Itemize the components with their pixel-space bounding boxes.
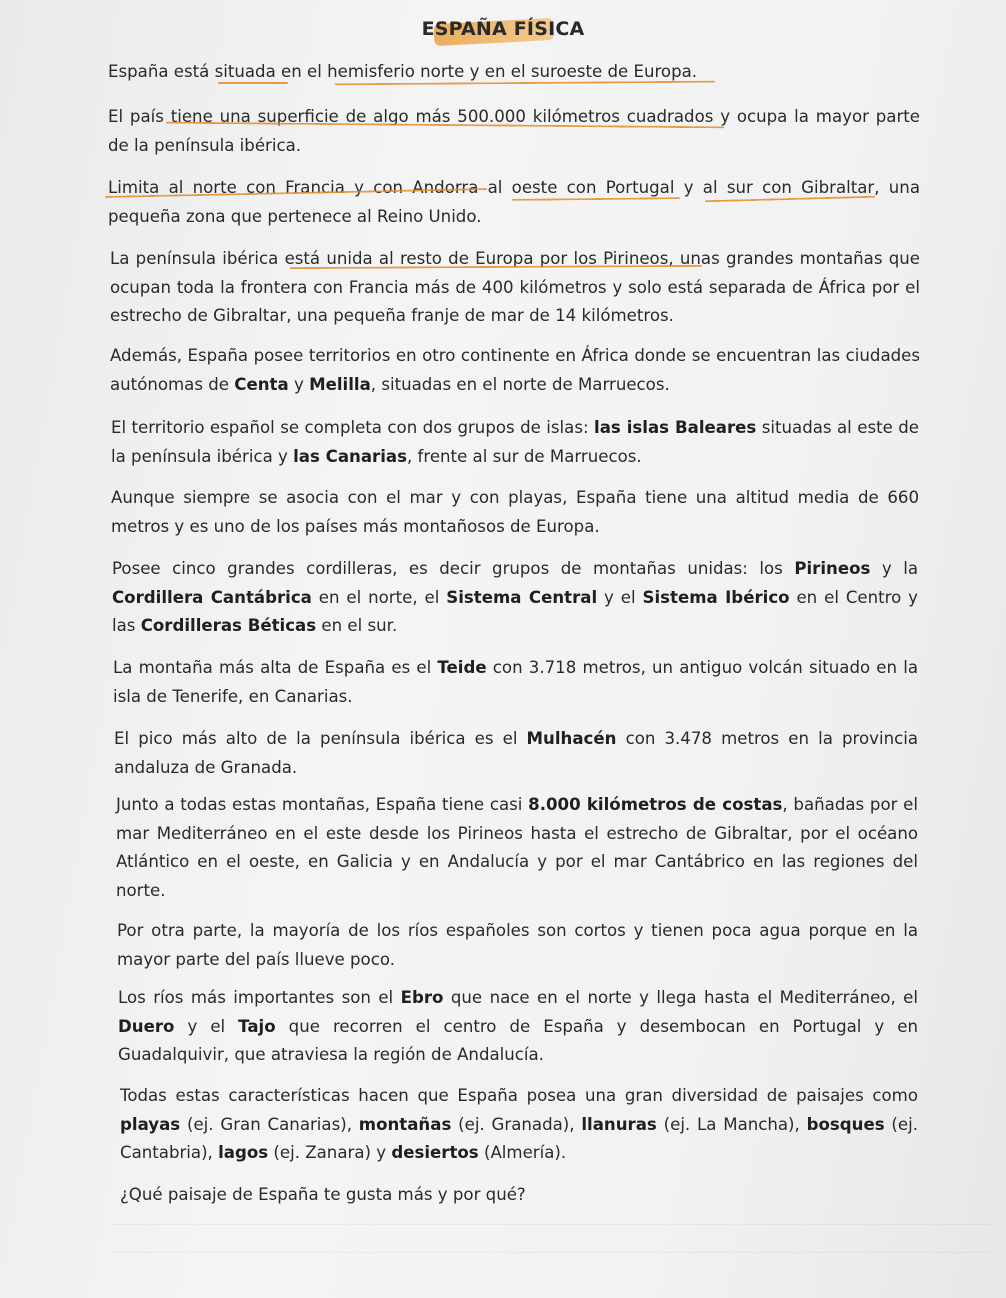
paragraph [111, 484, 919, 541]
text-run: , bañadas por el mar Mediterráneo en el este desde los Pirineos hasta el estrecho de Gibraltar, por el océano Atlántico en el oeste, en Galicia y en Andalucía y por el mar Cantábrico en las regiones del norte. [116, 795, 918, 900]
page-title: ESPAÑA FÍSICA [421, 18, 585, 40]
text-run: que recorren el centro de España y desembocan en Portugal y en Guadalquivir, que atraviesa la región de Andalucía. [118, 1016, 919, 1064]
bold-term: Tajo [238, 1016, 276, 1036]
paragraph [116, 791, 918, 905]
bold-term: Centa [234, 374, 289, 394]
bold-term: montañas [358, 1114, 452, 1134]
bold-term: Pirineos [794, 559, 871, 578]
bold-term: Melilla [309, 374, 371, 394]
bold-term: llanuras [581, 1114, 657, 1134]
bold-term: las Canarias [293, 446, 407, 466]
text-run: en el norte, el [311, 587, 447, 607]
paragraph [111, 414, 919, 471]
bold-term: playas [120, 1114, 181, 1134]
text-run: y el [597, 587, 643, 607]
paragraph [118, 984, 918, 1070]
text-run: La península ibérica está unida al resto de Europa por los Pirineos, unas grandes montañas que ocupan toda la frontera con Francia más de 400 kilómetros y solo está separada de África por el estrecho de Gibraltar, una pequeña franje de mar de 14 kilómetros. [110, 249, 920, 325]
paragraph [114, 725, 918, 782]
text-run: Por otra parte, la mayoría de los ríos españoles son cortos y tienen poca agua porque en la mayor parte del país llueve poco. [117, 921, 918, 969]
bold-term: lagos [218, 1143, 269, 1162]
bold-term: Duero [118, 1016, 175, 1036]
text-run: con 3.718 metros, un antiguo volcán situado en la isla de Tenerife, en Canarias. [113, 658, 918, 706]
text-run: España está situada en el hemisferio norte y en el suroeste de Europa. [108, 62, 698, 81]
paragraph [110, 245, 920, 331]
paragraph [108, 103, 920, 160]
faint-line [110, 1252, 990, 1253]
text-run: Todas estas características hacen que España posea una gran diversidad de paisajes como [120, 1086, 918, 1105]
text-run: y [288, 374, 310, 394]
underline-situada [218, 82, 288, 84]
paragraph [108, 174, 920, 231]
text-run: en el sur. [316, 616, 398, 635]
text-run: (ej. Gran Canarias), [180, 1114, 359, 1134]
paragraph [112, 555, 918, 641]
text-run: Los ríos más importantes son el [118, 988, 401, 1007]
text-run: Aunque siempre se asocia con el mar y con playas, España tiene una altitud media de 660 metros y es uno de los países más montañosos de Europa. [111, 488, 919, 536]
text-run: Además, España posee territorios en otro continente en África donde se encuentran las ciudades autónomas de [110, 346, 920, 394]
paragraph [110, 342, 920, 399]
text-run: (ej. Zanara) y [268, 1143, 392, 1162]
text-run: Posee cinco grandes cordilleras, es decir grupos de montañas unidas: los [112, 559, 795, 578]
text-run: , situadas en el norte de Marruecos. [370, 374, 670, 394]
text-run: , frente al sur de Marruecos. [406, 446, 642, 466]
bold-term: las islas Baleares [594, 418, 757, 437]
text-run: El territorio español se completa con dos grupos de islas: [111, 418, 595, 437]
bold-term: 8.000 kilómetros de costas [528, 795, 783, 814]
text-run: (Almería). [478, 1143, 567, 1162]
paragraph [113, 654, 918, 711]
bold-term: Teide [437, 658, 487, 677]
text-run: (ej. La Mancha), [656, 1114, 807, 1134]
bold-term: Ebro [400, 988, 444, 1007]
paragraph [117, 917, 918, 974]
text-run: en el Centro y las [112, 587, 919, 635]
closing-question [120, 1181, 918, 1210]
text-run: y la [870, 559, 918, 578]
paragraph [120, 1082, 918, 1168]
faint-line [110, 1224, 990, 1225]
bold-term: Sistema Ibérico [642, 587, 790, 607]
bold-term: Cordillera Cantábrica [112, 587, 312, 607]
bold-term: Mulhacén [526, 729, 617, 748]
text-run: que nace en el norte y llega hasta el Mediterráneo, el [443, 988, 918, 1007]
text-run: Junto a todas estas montañas, España tiene casi [116, 795, 529, 814]
bold-term: Sistema Central [446, 587, 598, 607]
text-run: El país tiene una superficie de algo más 500.000 kilómetros cuadrados y ocupa la mayor parte de la península ibérica. [108, 107, 920, 155]
text-run: (ej. Granada), [451, 1114, 582, 1134]
text-run: Limita al norte con Francia y con Andorra al oeste con Portugal y al sur con Gibraltar, una pequeña zona que pertenece al Reino Unido. [108, 178, 920, 226]
text-run: La montaña más alta de España es el [113, 658, 438, 677]
text-run: (ej. Cantabria), [120, 1114, 918, 1162]
text-run: ¿Qué paisaje de España te gusta más y por qué? [120, 1185, 526, 1204]
text-run: y el [174, 1016, 239, 1036]
bold-term: bosques [806, 1114, 885, 1134]
text-run: situadas al este de la península ibérica y [111, 418, 919, 466]
bold-term: Cordilleras Béticas [140, 616, 317, 635]
text-run: El pico más alto de la península ibérica es el [114, 729, 527, 748]
text-run: con 3.478 metros en la provincia andaluza de Granada. [114, 729, 918, 777]
bold-term: desiertos [391, 1143, 479, 1162]
